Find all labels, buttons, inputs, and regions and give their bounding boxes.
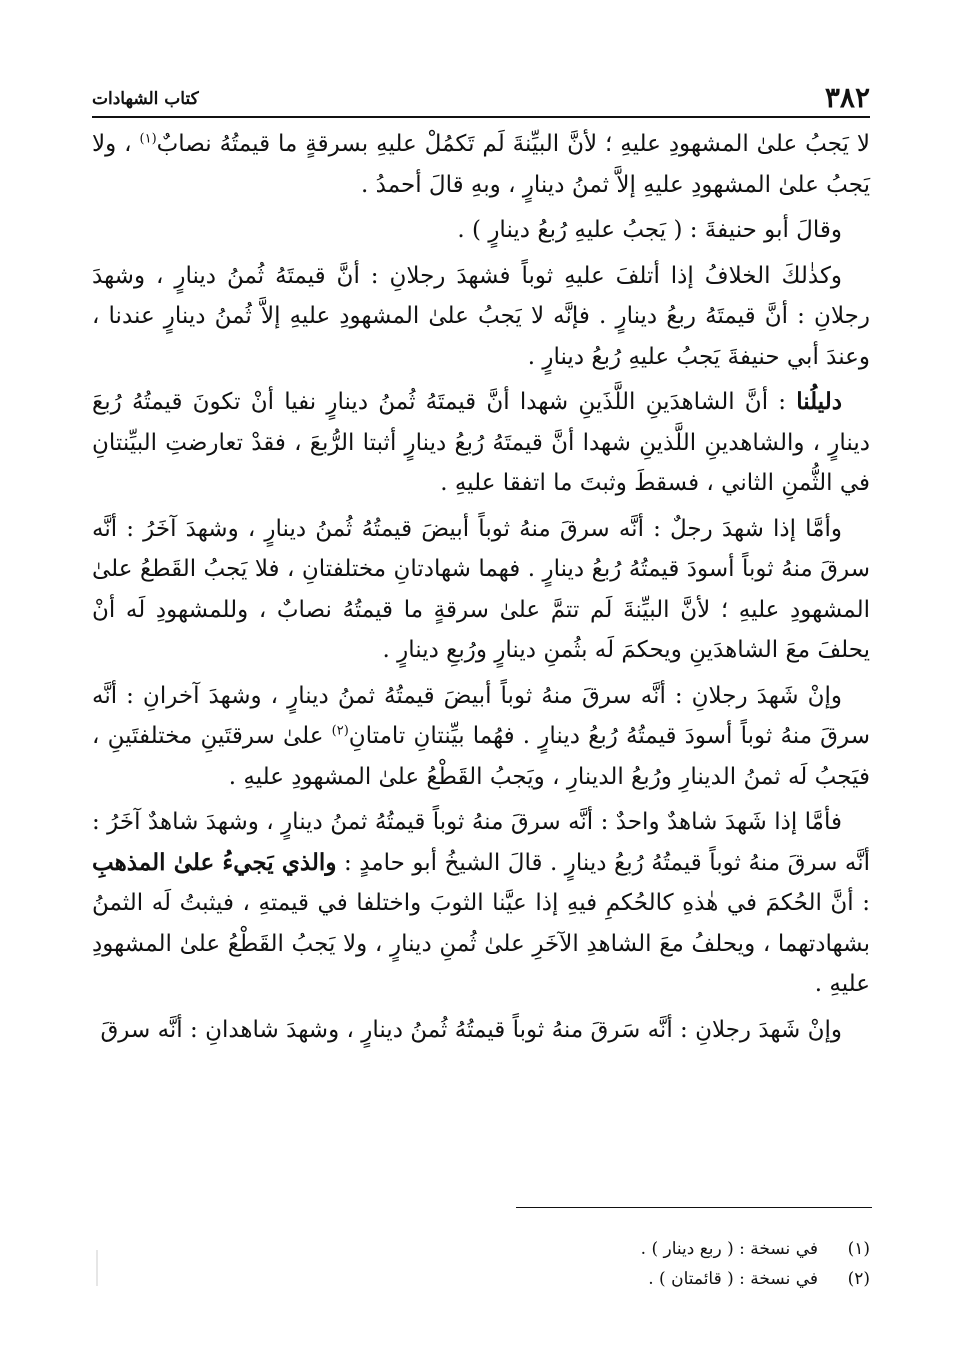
paragraph [92,802,870,1005]
footnote-number: (١) [847,1239,870,1259]
paragraph-text: فأمَّا إذا شَهدَ شاهدٌ واحدٌ : أنَّه سرقَ منهُ ثوباً قيمتُهُ ثمنُ دينارٍ ، وشهدَ شاهدٌ آخَرُ : أنَّه سرقَ منهُ ثوباً قيمتُهُ رُبعُ دينارٍ . قالَ الشيخُ أبو حامدٍ : [92,809,871,876]
paragraph [92,509,870,671]
paragraph-text: وأمَّا إذا شهدَ رجلٌ : أنَّه سرقَ منهُ ثوباً أبيضَ قيمتُهُ ثُمنُ دينارٍ ، وشهدَ آخَرُ : أنَّه سرقَ منهُ ثوباً أسودَ قيمتُهُ رُبعُ دينارٍ . فهما شهادتانِ مختلفتانِ ، فلا يَجبُ القَطعُ علىٰ المشهودِ عليهِ ؛ لأنَّ البيِّنةَ لَم تتمَّ علىٰ سرقةٍ ما قيمتُهُ نصابٌ ، وللمشهودِ لَه أنْ يحلفَ معَ الشاهدَينِ ويحكمَ لَه بثُمنِ دينارٍ ورُبعِ دينارٍ . [92,515,870,663]
running-title: كتاب الشهادات [92,89,199,109]
page-header [92,72,870,112]
paragraph-text: : أنَّ الحُكمَ في هٰذهِ كالحُكمِ فيهِ إذا عيَّنا الثوبَ واختلفا في قيمتهِ ، فيثبتُ لَه الثمنُ بشهادتهما ، ويحلفُ معَ الشاهدِ الآخَرِ علىٰ ثُمنِ دينارٍ ، ولا يَجبُ القَطْعُ علىٰ المشهودِ عليهِ . [92,890,870,997]
scan-artifact [96,1250,98,1286]
paragraph-text: وكذٰلكَ الخلافُ إذا أتلفَ عليهِ ثوباً فشهدَ رجلانِ : أنَّ قيمتَهُ ثُمنُ دينارٍ ، وشهدَ رجلانِ : أنَّ قيمتَهُ ربعُ دينارٍ . فإنَّه لا يَجبُ علىٰ المشهودِ عليهِ إلاَّ ثُمنُ دينارٍ عندنا ، وعندَ أبي حنيفةَ يَجبُ عليهِ رُبعُ دينارٍ . [92,262,870,370]
paragraph-text: ، ولا يَجبُ علىٰ المشهودِ عليهِ إلاَّ ثمنُ دينارٍ ، وبهِ قالَ أحمدُ . [92,131,870,198]
footnote-text: في نسخة : ( قائمتان ) . [648,1269,818,1289]
footnote-ref: (١) [139,131,157,147]
main-text [92,124,870,1050]
page-number: ٣٨٢ [824,81,870,114]
footnote [92,1234,870,1264]
footnote-number: (٢) [847,1269,870,1289]
paragraph-text: : أنَّ الشاهدَينِ اللَّذَينِ شهدا أنَّ قيمتَهُ ثُمنُ دينارٍ نفيا أنْ تكونَ قيمتُهُ رُبعَ دينارٍ ، والشاهدينِ اللَّذينِ شهدا أنَّ قيمتَهُ رُبعُ دينارٍ أثبتا الرُّبعَ ، فقدْ تعارضتِ البيِّنتانِ في الثُّمنِ الثاني ، فسقطَ وثبتَ ما اتفقا عليهِ . [92,389,870,496]
paragraph [92,676,870,798]
paragraph-lead: دليلُنا [796,388,842,415]
footnote-ref: (٢) [331,723,349,739]
footnote-text: في نسخة : ( ربع دينار ) . [640,1239,818,1259]
paragraph-bold: والذي يَجيءُ علىٰ المذهبِ [92,848,337,876]
footnote [92,1264,870,1294]
paragraph-text: لا يَجبُ علىٰ المشهودِ عليهِ ؛ لأنَّ البيِّنةَ لَم تَكمُلْ عليهِ بسرقةٍ ما قيمتُهُ نصابٌ [156,131,870,157]
footnote-rule [516,1207,872,1208]
paragraph [92,382,870,504]
paragraph-text: وإنْ شَهدَ رجلانِ : أنَّه سرقَ منهُ ثوباً أبيضَ قيمتُهُ ثمنُ دينارٍ ، وشهدَ آخرانِ : أنَّه سرقَ منهُ ثوباً أسودَ قيمتُهُ رُبعُ دينارٍ . فهُما بيِّنتانِ تامتانِ [92,682,870,749]
paragraph [92,210,870,251]
paragraph-text: وقالَ أبو حنيفةَ : ( يَجبُ عليهِ رُبعُ دينارٍ ) . [457,217,842,243]
paragraph-text: وإنْ شَهدَ رجلانِ : أنَّه سَرقَ منهُ ثوباً قيمتُهُ ثُمنُ دينارٍ ، وشهدَ شاهدانِ : أنَّه سرقَ [100,1016,842,1043]
paragraph [92,256,870,378]
paragraph [92,1010,870,1051]
header-rule [92,116,870,118]
paragraph [92,124,870,205]
paragraph-text: علىٰ سرقتَينِ مختلفتَينِ ، فيَجبُ لَه ثمنُ الدينارِ ورُبعُ الدينارِ ، ويَجبُ القَطْعُ علىٰ المشهودِ عليهِ . [92,723,870,790]
footnotes [92,1234,870,1294]
